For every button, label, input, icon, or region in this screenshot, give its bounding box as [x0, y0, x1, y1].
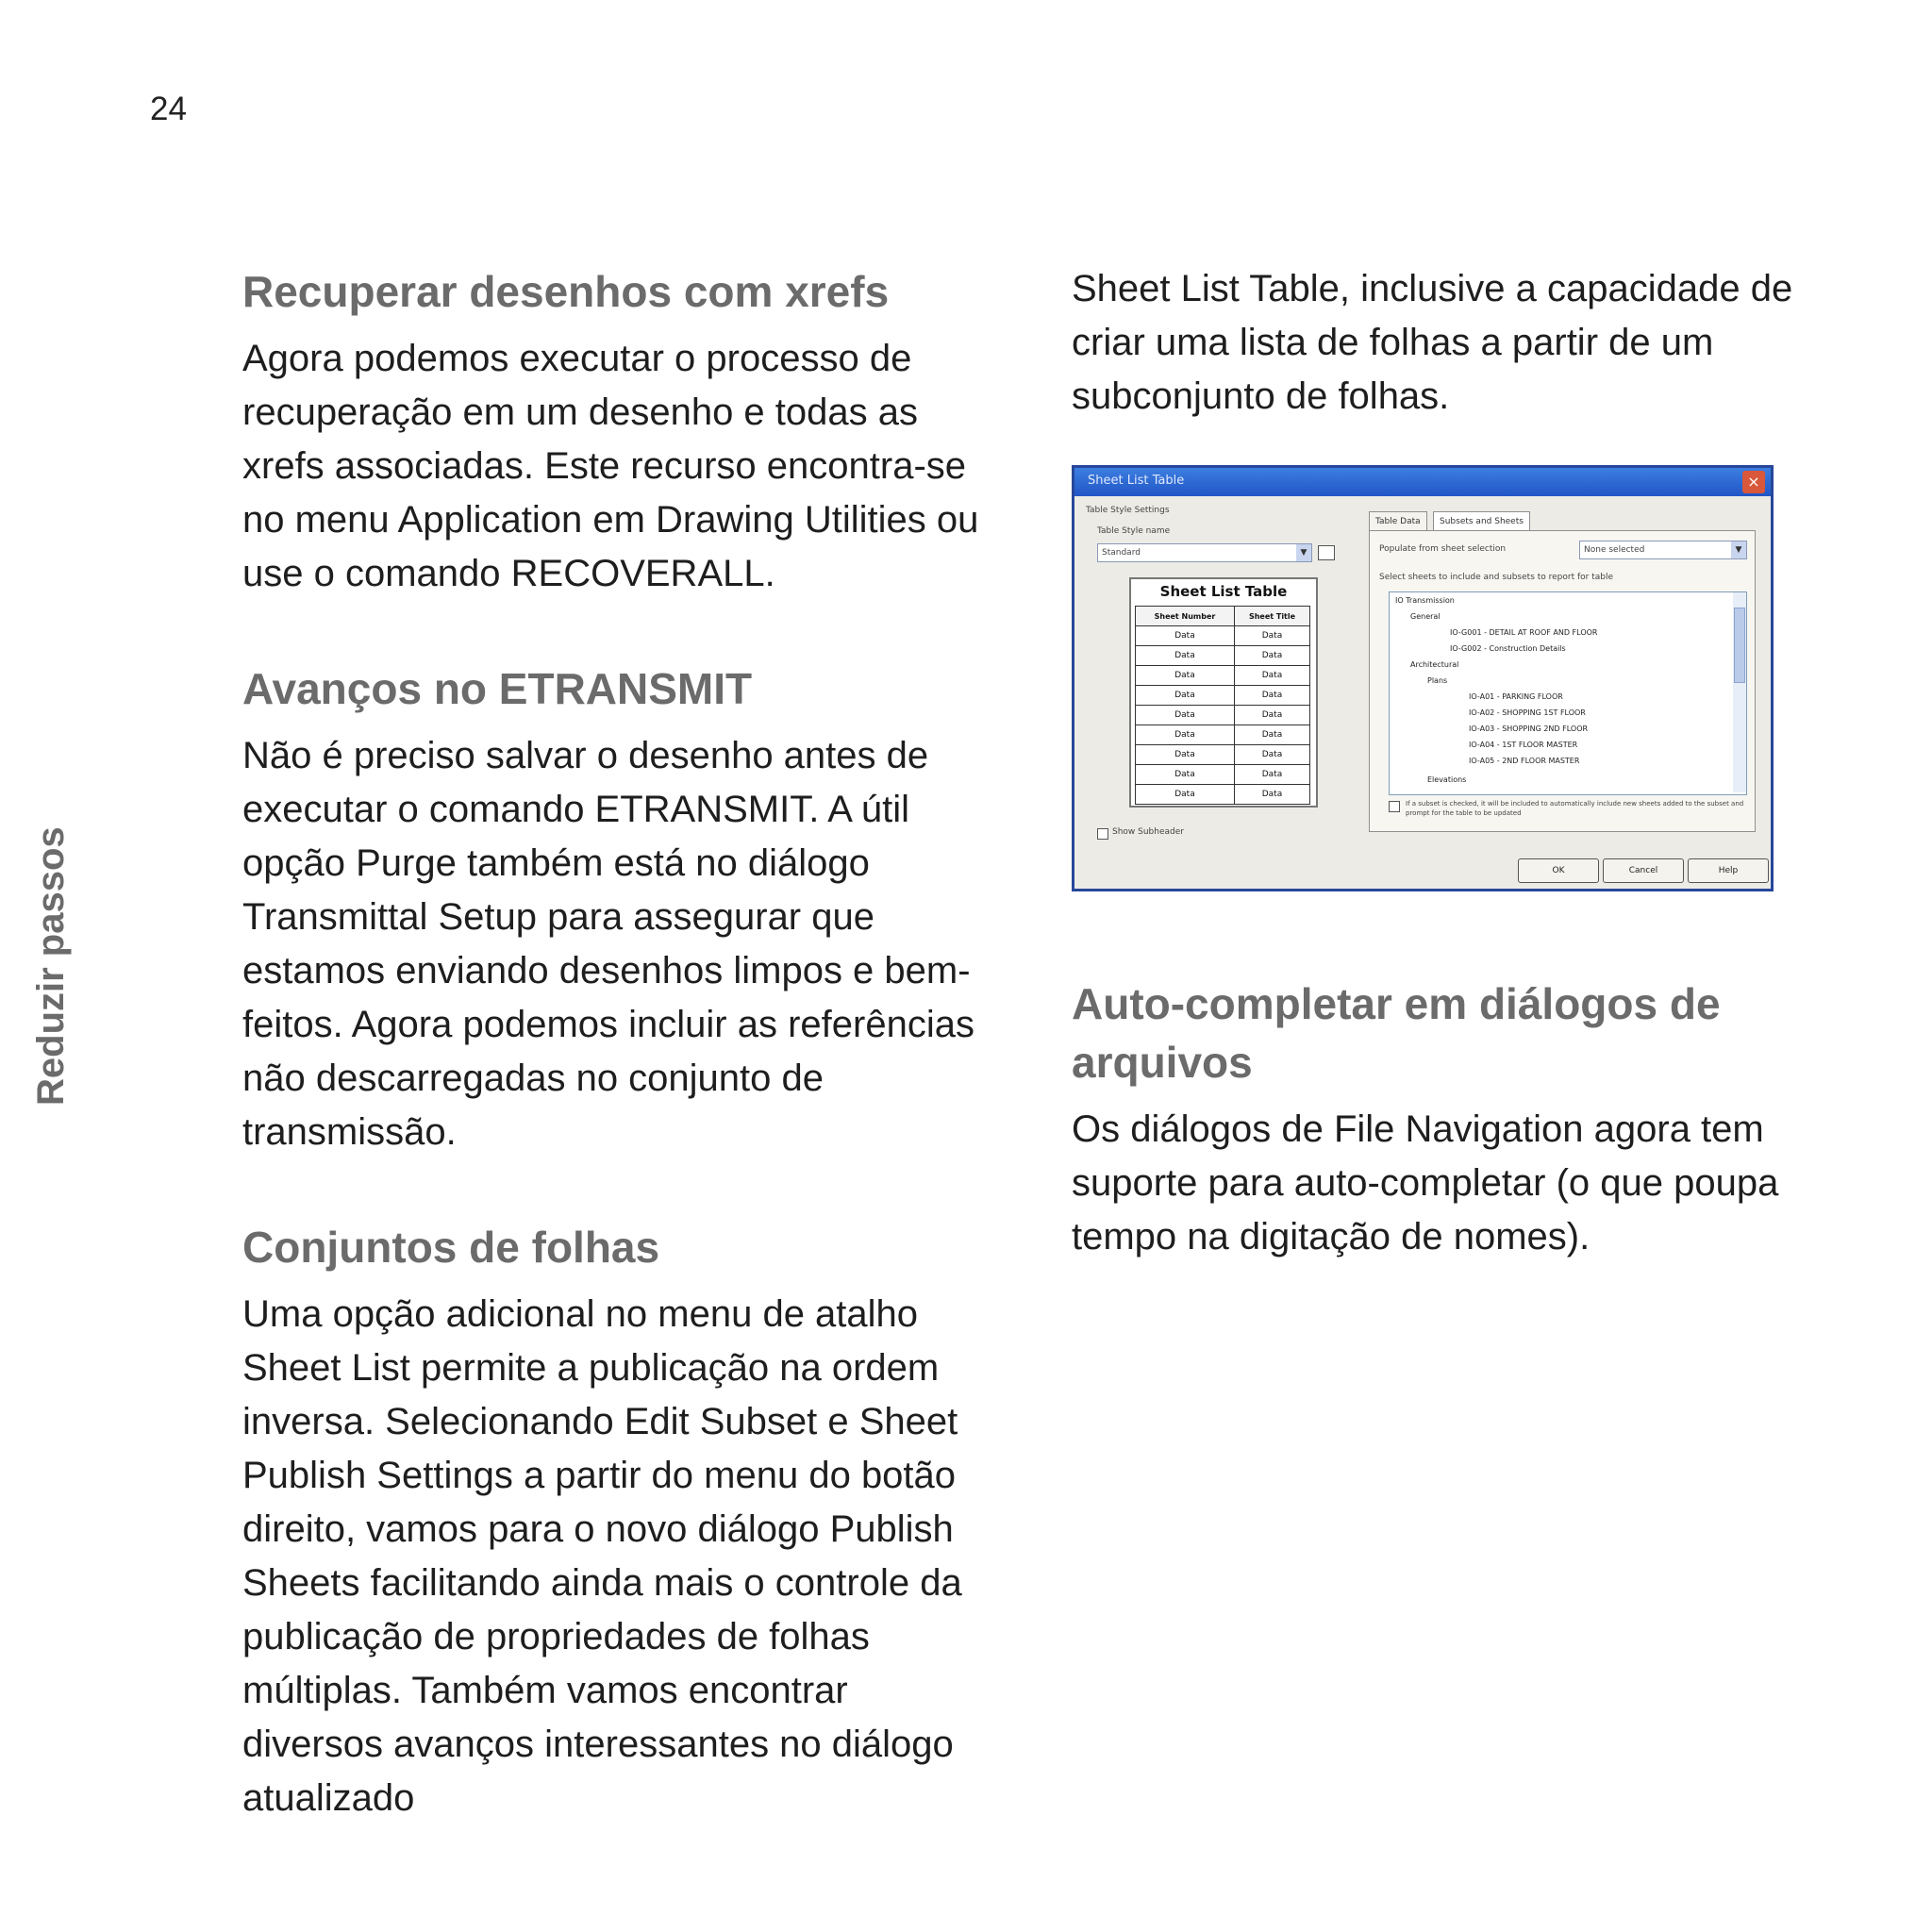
preview-cell: Data [1234, 745, 1309, 765]
info-icon [1389, 801, 1400, 812]
close-icon[interactable]: × [1742, 471, 1765, 493]
preview-cell: Data [1136, 785, 1235, 805]
table-style-select[interactable] [1097, 543, 1312, 562]
table-style-value: Standard [1102, 548, 1141, 558]
table-style-settings-label: Table Style Settings [1086, 506, 1170, 515]
tree-item[interactable]: Elevations [1427, 775, 1467, 784]
preview-cell: Data [1136, 706, 1235, 725]
tab-table-data[interactable]: Table Data [1369, 511, 1427, 532]
sheet-list-table-dialog-figure [1072, 465, 1774, 891]
preview-cell: Data [1136, 666, 1235, 686]
tree-item[interactable]: IO-G002 - Construction Details [1450, 644, 1566, 653]
table-style-name-label: Table Style name [1097, 526, 1171, 536]
preview-cell: Data [1136, 725, 1235, 745]
preview-cell: Data [1234, 706, 1309, 725]
preview-cell: Data [1136, 646, 1235, 666]
tree-item[interactable]: IO Transmission [1395, 596, 1455, 605]
tree-item[interactable]: IO-A03 - SHOPPING 2ND FLOOR [1469, 724, 1589, 733]
tree-item[interactable]: IO-A01 - PARKING FLOOR [1469, 692, 1563, 701]
section-text-recuperar: Agora podemos executar o processo de recuperação em um desenho e todas as xrefs associadas. Este recurso encontra-se no menu Application em Drawing Utilities ou use o comando RECOVERALL. [242, 338, 979, 594]
tree-item[interactable]: IO-A04 - 1ST FLOOR MASTER [1469, 741, 1578, 749]
tree-item[interactable]: IO-A02 - SHOPPING 1ST FLOOR [1469, 708, 1586, 717]
section-text-auto-completar: Os diálogos de File Navigation agora tem suporte para auto-completar (o que poupa tempo na digitação de nomes). [1072, 1108, 1779, 1257]
sheet-list-preview [1129, 577, 1318, 808]
subsets-and-sheets-panel [1369, 530, 1756, 832]
continued-text: Sheet List Table, inclusive a capacidade de criar uma lista de folhas a partir de um subconjunto de folhas. [1072, 268, 1793, 417]
ok-button[interactable]: OK [1518, 858, 1599, 883]
tree-item[interactable]: Architectural [1410, 660, 1459, 669]
select-sheets-label: Select sheets to include and subsets to report for table [1379, 573, 1614, 582]
section-text-etransmit: Não é preciso salvar o desenho antes de executar o comando ETRANSMIT. A útil opção Purge também está no diálogo Transmittal Setup para assegurar que estamos enviando desenhos limpos e bem-feitos. Agora podemos incluir as referências não descarregadas no conjunto de transmissão. [242, 735, 974, 1153]
right-column [1072, 262, 1817, 1306]
help-button[interactable]: Help [1688, 858, 1769, 883]
table-style-launch-button[interactable] [1318, 545, 1335, 560]
scroll-thumb[interactable] [1734, 608, 1745, 683]
preview-cell: Data [1234, 666, 1309, 686]
section-heading-etransmit: Avanços no ETRANSMIT [242, 664, 753, 713]
sheet-tree[interactable] [1389, 591, 1747, 795]
preview-cell: Data [1136, 686, 1235, 706]
populate-label: Populate from sheet selection [1379, 544, 1507, 554]
dialog-titlebar [1074, 468, 1771, 496]
show-subheader-checkbox[interactable] [1097, 828, 1108, 840]
chevron-down-icon: ▼ [1296, 544, 1311, 561]
preview-cell: Data [1136, 745, 1235, 765]
tree-item[interactable]: General [1410, 612, 1441, 621]
preview-cell: Data [1234, 765, 1309, 785]
tree-item[interactable]: IO-A05 - 2ND FLOOR MASTER [1469, 757, 1580, 765]
section-text-conjuntos: Uma opção adicional no menu de atalho Sheet List permite a publicação na ordem inversa. Selecionando Edit Subset e Sheet Publish Settings a partir do menu do botão direito, vamos para o novo diálogo Publish Sheets facilitando ainda mais o controle da publicação de propriedades de folhas múltiplas. Também vamos encontrar diversos avanços interessantes no diálogo atualizado [242, 1293, 962, 1819]
tree-item[interactable]: IO-G001 - DETAIL AT ROOF AND FLOOR [1450, 628, 1598, 637]
dialog-title: Sheet List Table [1088, 474, 1185, 488]
subset-note: If a subset is checked, it will be included to automatically include new sheets added to the subset and prompt for the table to be updated [1406, 800, 1744, 817]
preview-cell: Data [1234, 686, 1309, 706]
chevron-down-icon: ▼ [1731, 541, 1746, 558]
preview-header-title: Sheet Title [1234, 607, 1309, 626]
section-heading-auto-completar: Auto-completar em diálogos de arquivos [1072, 979, 1721, 1087]
preview-cell: Data [1136, 765, 1235, 785]
preview-cell: Data [1136, 626, 1235, 646]
preview-title: Sheet List Table [1159, 583, 1288, 600]
populate-value: None selected [1584, 545, 1645, 555]
preview-cell: Data [1234, 725, 1309, 745]
preview-cell: Data [1234, 785, 1309, 805]
preview-header-number: Sheet Number [1136, 607, 1235, 626]
page-number: 24 [150, 91, 187, 127]
left-column [242, 262, 988, 1884]
tree-item[interactable]: Plans [1427, 676, 1448, 685]
show-subheader-label: Show Subheader [1112, 827, 1184, 837]
tree-scrollbar[interactable] [1733, 592, 1746, 792]
section-heading-conjuntos: Conjuntos de folhas [242, 1223, 660, 1272]
cancel-button[interactable]: Cancel [1603, 858, 1684, 883]
populate-select[interactable] [1579, 541, 1747, 559]
tab-subsets-and-sheets[interactable]: Subsets and Sheets [1433, 511, 1530, 532]
preview-cell: Data [1234, 646, 1309, 666]
preview-table [1135, 606, 1310, 805]
side-section-label: Reduzir passos [30, 826, 72, 1106]
preview-cell: Data [1234, 626, 1309, 646]
section-heading-recuperar: Recuperar desenhos com xrefs [242, 267, 890, 316]
